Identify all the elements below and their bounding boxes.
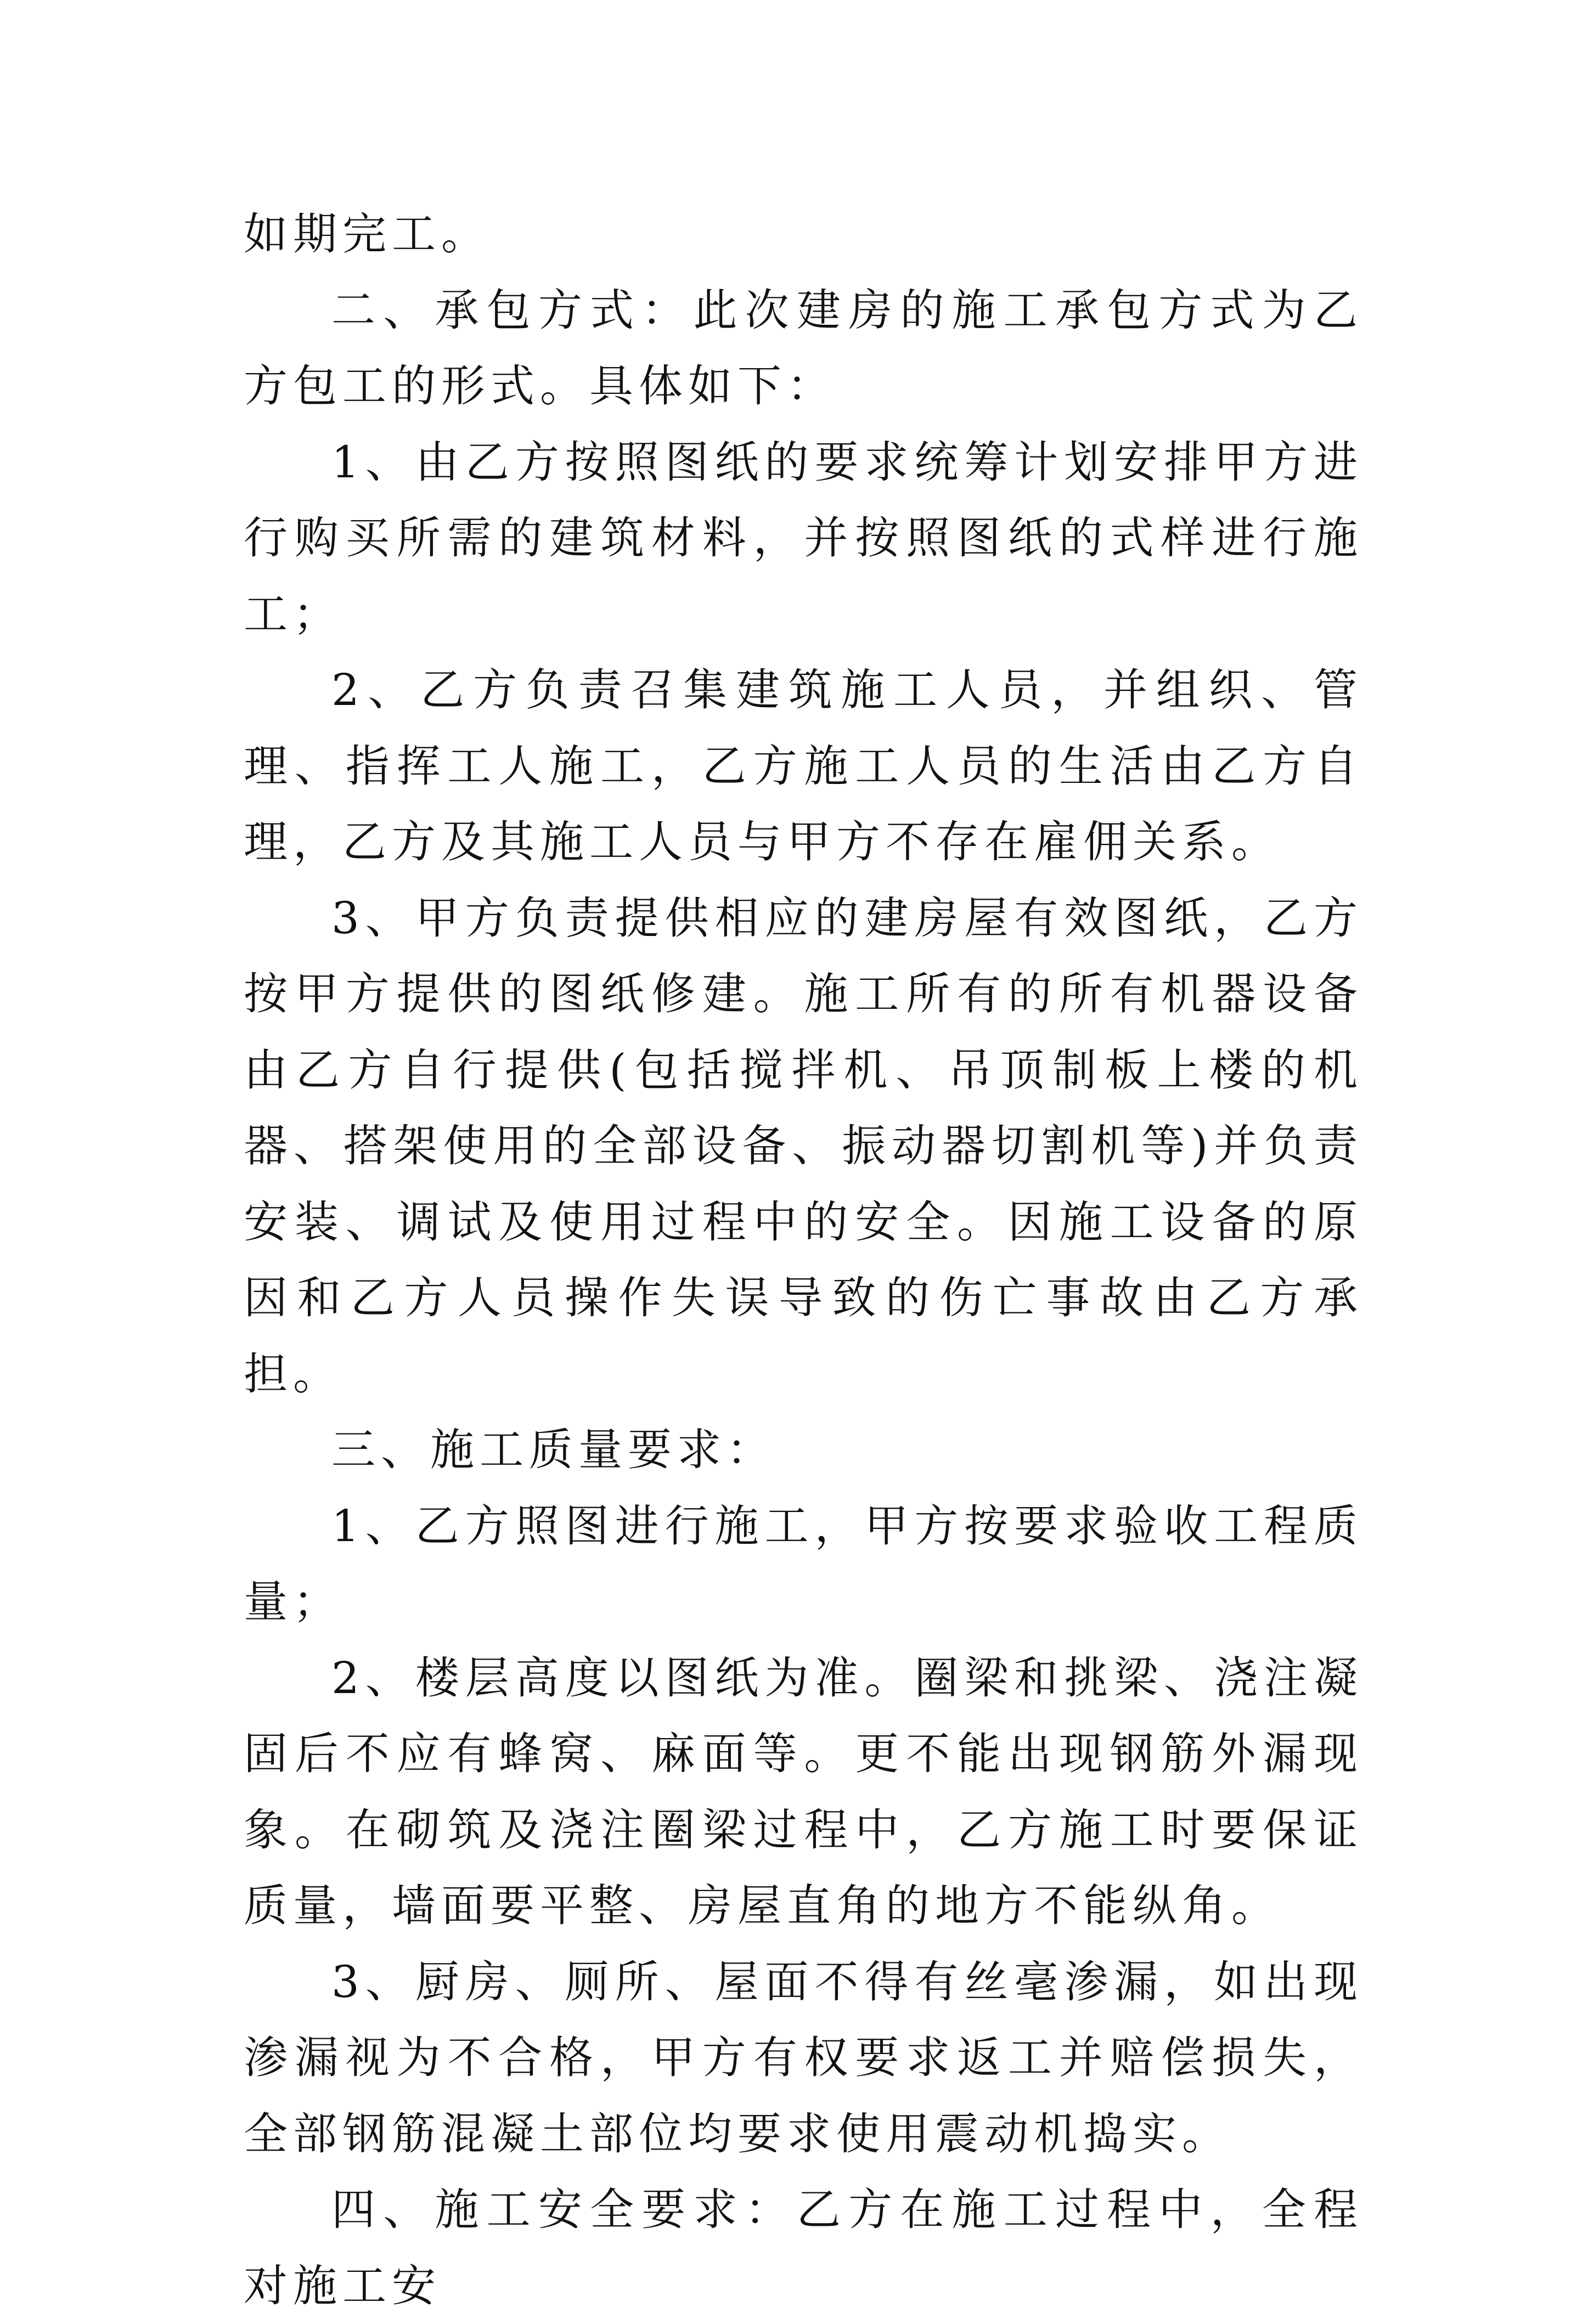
paragraph-1: 如期完工。 [244, 208, 491, 260]
paragraph-8: 2、楼层高度以图纸为准。圈梁和挑梁、浇注凝固后不应有蜂窝、麻面等。更不能出现钢筋外漏现象。在砌筑及浇注圈梁过程中，乙方施工时要保证质量，墙面要平整、房屋直角的地方不能纵角。 [244, 1652, 1363, 1931]
paragraph-4: 2、乙方负责召集建筑施工人员，并组织、管理、指挥工人施工，乙方施工人员的生活由乙方自理，乙方及其施工人员与甲方不存在雇佣关系。 [244, 664, 1363, 867]
paragraph-10: 四、施工安全要求：乙方在施工过程中，全程对施工安 [244, 2184, 1363, 2311]
paragraph-6: 三、施工质量要求： [331, 1424, 776, 1475]
paragraph-2: 二、承包方式：此次建房的施工承包方式为乙方包工的形式。具体如下： [244, 284, 1363, 411]
paragraph-7: 1、乙方照图进行施工，甲方按要求验收工程质量； [244, 1500, 1363, 1627]
paragraph-9: 3、厨房、厕所、屋面不得有丝毫渗漏，如出现渗漏视为不合格，甲方有权要求返工并赔偿损失，全部钢筋混凝土部位均要求使用震动机捣实。 [244, 1956, 1363, 2159]
paragraph-3: 1、由乙方按照图纸的要求统筹计划安排甲方进行购买所需的建筑材料，并按照图纸的式样进行施工； [244, 436, 1363, 640]
paragraph-5: 3、甲方负责提供相应的建房屋有效图纸，乙方按甲方提供的图纸修建。施工所有的所有机器设备由乙方自行提供(包括搅拌机、吊顶制板上楼的机器、搭架使用的全部设备、振动器切割机等)并负责安装、调试及使用过程中的安全。因施工设备的原因和乙方人员操作失误导致的伤亡事故由乙方承担。 [244, 892, 1363, 1400]
document-body [244, 196, 1363, 2324]
